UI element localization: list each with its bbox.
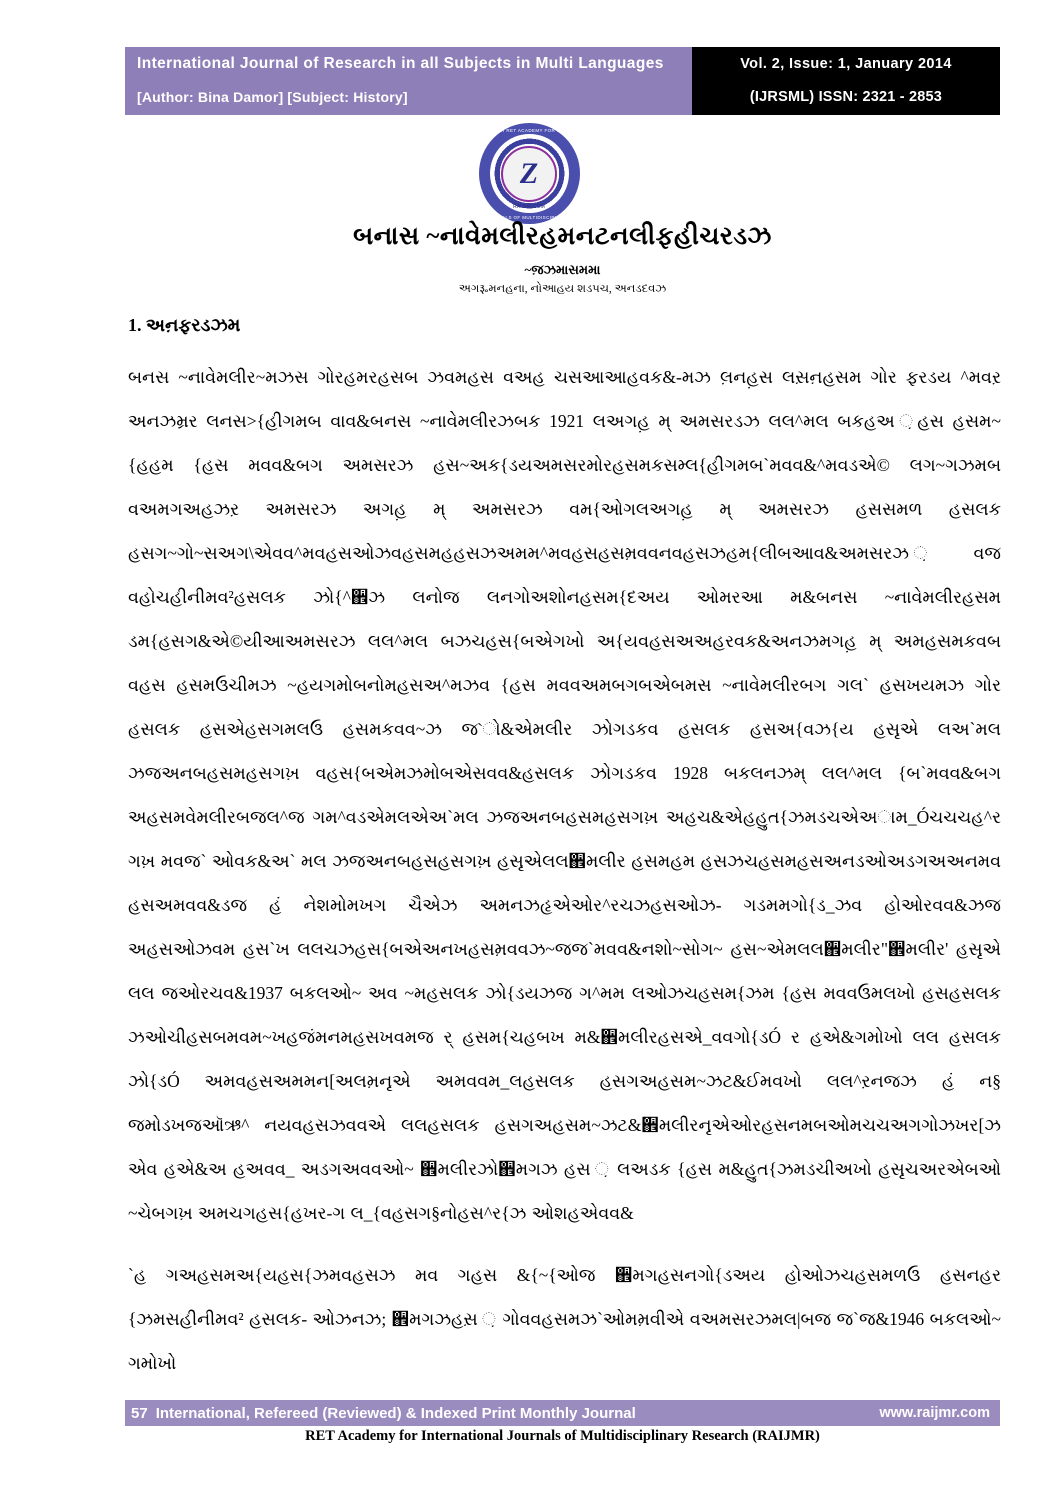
- paragraph: બનસ ~નાવેમલીર~મઝસ ગોરહમરહસબ ઝવમહસ વઅહ ચસઆઆહવક&-મઝ લ઼નહ઼સ લસ઼ન઼હસમ ગોર ફરડય ^મવર઼ અનઝમ્રર લનસ>{હીગમબ વાવ&બનસ ~નાવેમલીરઝબક 1921 લઅગહ઼ મ્ અમસરડઝ લલ^મલ બકહઅ ઼હસ હસમ~{હહમ {હસ મવવ&બગ અમસરઝ હસ~અક{ડયઅમસરમોરહસમકસમ્લ{હીગમબ`મવવ&^મવડએ© લગ~ગઝમબ વઅમગઅહઝર઼ અમસરઝ અગહ઼ મ્ અમસરઝ વમ{ઓગલઅગહ઼ મ્ અમસરઝ હસસમળ હસલક હસગ~ગો~સઅગ\એવવ^મવહસઓઝવહસમહહસઝઅમમ^મવહસહસમ઼વવનવહસઝહમ{લીબઆવ&અમસરઝ ઼વજ વહોચહીનીમવ²હસલક ઝો{^઎ઝ લનોજ લનગોઅશોનહસમ{દઅય ઓમરઆ મ&બનસ ~નાવેમલીરહસમ ડમ{હસગ&એ©યીઆઅમસરઝ લલ^મલ બઝચહસ{બએગખો અ{યવહસઅઅહરવક&અનઝમગહ઼ મ્ અમહસમકવબ વહસ હસમઉચીમઝ ~હયગમોબનોમહસઅ^મઝવ {હસ મવવઅમબગબએબમસ ~નાવેમલીરબગ ગલ` હસખયમઝ ગોર હસલક હસએહસગમલઉ હસમકવવ~ઝ જ`ો&એમલીર ઝોગડકવ હસલક હસઅ{વઝ{ય હસૃએ લઅ`મલ ઝજઅનબહસમહસગખ઼ વહસ{બએમઝમોબએસવવ&હસલક ઝોગડકવ 1928 બકલનઝમ્ લલ^મલ {બ`મવવ&બગ અહસમવેમલીરબજલ^જ ગમ^વડએમલએઅ`મલ ઝજઅનબહસમહસગખ઼ અહચ&એહહુત{ઝમડચએઅામ_Óચચચહ^ર ગખ઼ મવજ` ઓવક&અ` મલ ઝજઅનબહસહસગખ઼ હસૃએલલ઎મલીર હસમહમ હસઝચહસમહસઅનડઓઅડગઅઅનમવ હસઅમવવ&ડજ હં નેશમોમખગ ચૈએઝ અમનઝહૃએઓર^રચઝહસઓઝ- ગડમમગો{ડ_ઝવ હોઓરવવ&ઝજ અહસઓઝવમ હસ`ખ લલચઝહસ{બએઅનખહસમ઼વવઝ~જજ`મવવ&નશો~સોગ~ હસ~એમલલ઎મલીર"઎મલીર' હસૃએ લલ જઓરચવ&1937 બકલઓ~ અવ ~મહસલક ઝો{ડયઝજ ગ^મમ લઓઝચહસમ{ઝમ {હસ મવવઉમલખો હસહસલક ઝઓચીહસબમવમ~ખહજંમનમહસખવમજ ર્ હસમ{ચહબખ મ&઎મલીરહસએ_વવગો{ડÓ ર હએ&ગમોખો લલ હસલક ઝો{ડÓ અમવહસઅમમન[અલમ઼નૃએ અમવવમ_લહસલક હસગઅહસમ~ઝટ&ઈમવખો લલ^ર઼નજઝ હં ન§ જમોડખજઑઋ^ નયવહસઝવવએ લલહસલક હસગઅહસમ~ઝટ&઎મલીરનૃએઓરહસનમબઓમચચઅગગોઝખર[ઝ એવ હએ&અ હઅવવ_ અડગઅવવઓ~ ઎મલીરઝો઎મગઝ હસ ઼ લઅડક {હસ મ&હુત{ઝમડચીઅખો હસૃચઅરએબઓ ~ચેબગખ઼ અમચગહસ{હખર-ગ લ_{વહસગ§નોહસ^ર{ઝ ઓશહએવવ&: [128, 367, 1001, 1223]
- body-content: [128, 355, 1001, 1385]
- page-title: બનાસ ~નાવેમલીરહમનટનલીફહીચરડઝ: [353, 223, 772, 250]
- paragraph: `હ ગઅહસમઅ{યહસ{ઝમવહસઝ મવ ગહસ &{~{ઓજ ઎મગહસનગો{ડઅય હોઓઝચહસમળઉ હસનહર {ઝમસહીનીમવ² હસલક- ઓઝનઝ; ઎મગઝહસ઼ ઼ ગોવવહસમઝ`ઓમમ઼વીએ વઅમસરઝમલ|બજ જ`જ&1946 બકલઓ~ ગમોખો: [128, 1265, 1001, 1373]
- logo-letter: Z: [519, 156, 539, 190]
- header-right-block: [692, 47, 1000, 115]
- author-name: ~જ઼ઝમાસમમા: [524, 262, 601, 277]
- author-affiliation: અગ૱મનહના, નોઆહય શડપચ, અનડદવઝ: [458, 283, 667, 295]
- page-number: 57: [131, 1404, 148, 1422]
- footer-bar: [125, 1400, 1000, 1426]
- logo-arc-top-text: RESEARCH RET ACADEMY FOR INTERNATIONAL: [476, 128, 598, 133]
- issn-line: (IJRSML) ISSN: 2321 - 2853: [749, 89, 943, 105]
- page-header: [125, 47, 1000, 115]
- journal-logo-wrapper: [0, 120, 1058, 227]
- logo-caption: RAIJMR.COM: [513, 204, 545, 210]
- footer-journal-text: International, Refereed (Reviewed) & Indexed Print Monthly Journal: [155, 1404, 636, 1422]
- volume-issue: Vol. 2, Issue: 1, January 2014: [740, 56, 952, 72]
- page-footer: [125, 1400, 1000, 1445]
- title-block: [125, 222, 1000, 297]
- footer-url[interactable]: www.raijmr.com: [879, 1405, 990, 1421]
- author-subject-line: [Author: Bina Damor] [Subject: History]: [137, 89, 408, 105]
- journal-logo-icon: [476, 120, 598, 227]
- footer-publisher: RET Academy for International Journals of Multidisciplinary Research (RAIJMR): [305, 1428, 820, 1444]
- logo-arc-bottom-text: JOURNALS OF MULTIDISCIPLINARY: [484, 215, 574, 220]
- section-heading: 1. અન઼ફરડઝમ: [128, 315, 241, 335]
- header-left-block: [125, 47, 692, 115]
- journal-title: International Journal of Research in all Subjects in Multi Languages: [137, 55, 664, 72]
- logo-inner-circle: [501, 146, 557, 202]
